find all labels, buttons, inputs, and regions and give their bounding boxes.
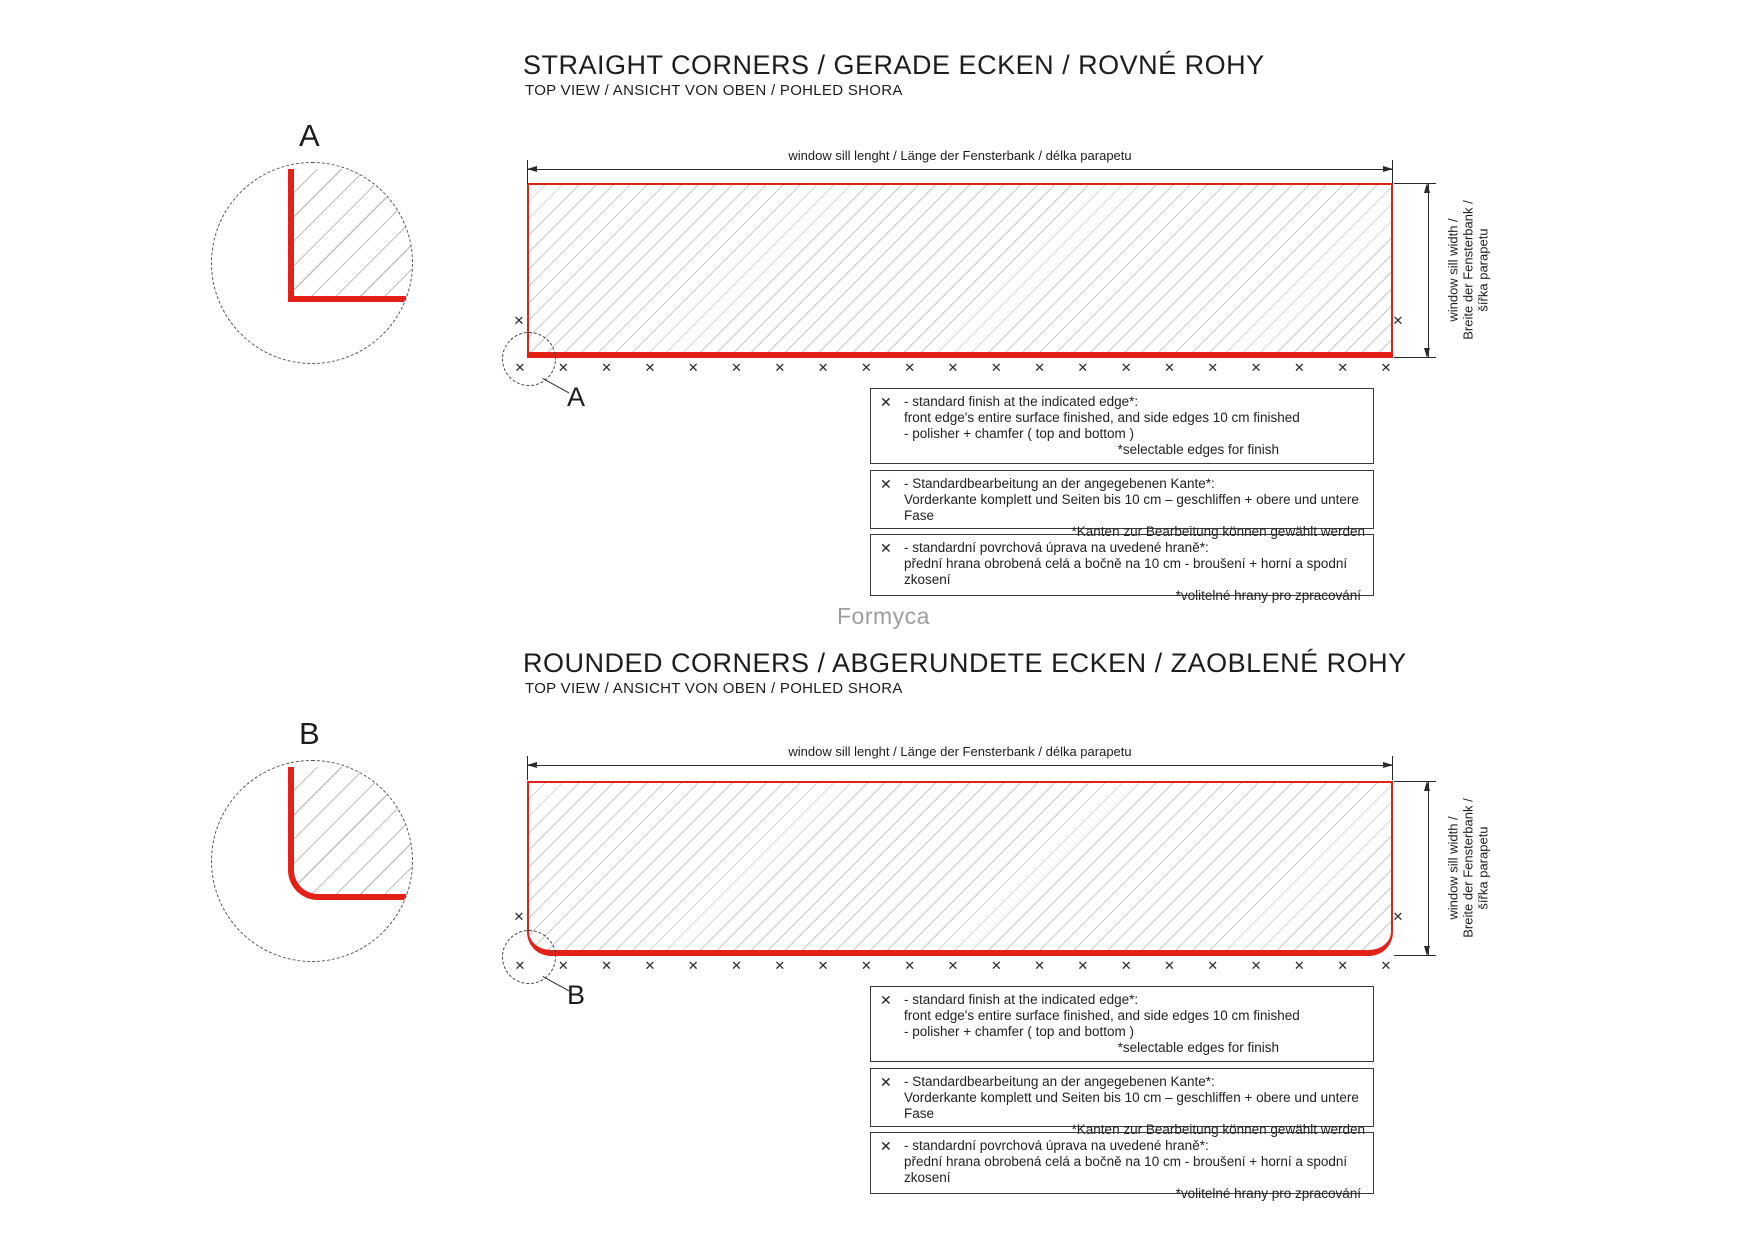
extension-line [1392,756,1393,780]
section-title: STRAIGHT CORNERS / GERADE ECKEN / ROVNÉ ROHY [523,50,1265,80]
legend-title: - standard finish at the indicated edge*: [904,394,1139,409]
edge-finish-mark: ✕ [601,360,613,375]
length-dimension-label: window sill lenght / Länge der Fensterbank / délka parapetu [788,744,1132,759]
window-sill-rect [527,183,1393,358]
section-rounded-corners [0,598,1754,1218]
edge-finish-mark: ✕ [947,958,959,973]
corner-detail-circle [211,760,413,962]
edge-finish-mark: ✕ [1250,360,1262,375]
legend-box-czech [870,1132,1374,1201]
section-subtitle: TOP VIEW / ANSICHT VON OBEN / POHLED SHORA [525,82,903,99]
edge-finish-mark: ✕ [1392,313,1404,328]
bottom-edge-marks-row [512,958,1394,974]
length-dimension-line [527,765,1393,766]
legend-footnote: *Kanten zur Bearbeitung können gewählt werden [1071,524,1365,539]
edge-finish-mark: ✕ [880,1138,892,1154]
edge-finish-mark: ✕ [1250,958,1262,973]
edge-finish-mark: ✕ [731,958,742,973]
window-sill-rect [527,781,1393,956]
edge-finish-mark: ✕ [644,958,656,973]
edge-finish-mark: ✕ [513,909,525,924]
edge-finish-mark: ✕ [947,360,959,375]
edge-finish-mark: ✕ [1120,360,1132,375]
edge-finish-mark: ✕ [1077,958,1089,973]
edge-finish-mark: ✕ [860,958,872,973]
extension-line [1394,781,1436,782]
legend-body-line: Vorderkante komplett und Seiten bis 10 cm – geschliffen + obere und untere Fase [904,492,1359,523]
edge-finish-mark: ✕ [1380,360,1392,375]
legend-title: - Standardbearbeitung an der angegebenen Kante*: [904,476,1215,491]
extension-line [1394,357,1436,358]
edge-finish-mark: ✕ [644,360,656,375]
legend-title: - standardní povrchová úprava na uvedené hraně*: [904,1138,1209,1153]
edge-finish-mark: ✕ [1207,958,1219,973]
width-label-line: window sill width / [1445,816,1461,920]
width-label-line: Breite der Fensterbank / [1460,200,1476,340]
edge-finish-mark: ✕ [990,958,1002,973]
callout-leader-line [543,378,570,393]
edge-finish-mark: ✕ [990,360,1002,375]
legend-title: - Standardbearbeitung an der angegebenen Kante*: [904,1074,1215,1089]
detail-label: A [299,118,320,153]
edge-finish-mark: ✕ [687,958,699,973]
edge-finish-mark: ✕ [1120,958,1132,973]
edge-finish-mark: ✕ [1164,360,1175,375]
length-dimension-line [527,169,1393,170]
legend-box-english [870,986,1374,1062]
legend-box-english [870,388,1374,464]
edge-finish-mark: ✕ [880,1074,892,1090]
edge-finish-mark: ✕ [817,958,829,973]
corner-detail-circle [211,162,413,364]
section-straight-corners [0,0,1754,620]
corner-detail-hatch [288,767,413,900]
legend-box-german [870,1068,1374,1137]
edge-finish-mark: ✕ [880,394,892,410]
extension-line [527,756,528,780]
width-dimension-line [1428,781,1429,956]
legend-body-line: front edge's entire surface finished, and side edges 10 cm finished [904,1008,1300,1023]
width-label-line: šířka parapetu [1475,826,1491,910]
legend-footnote: *Kanten zur Bearbeitung können gewählt werden [1071,1122,1365,1137]
legend-box-czech [870,534,1374,603]
edge-finish-mark: ✕ [880,476,892,492]
callout-leader-line [543,976,570,991]
width-label-line: šířka parapetu [1475,228,1491,312]
legend-title: - standard finish at the indicated edge*: [904,992,1139,1007]
length-dimension-label: window sill lenght / Länge der Fensterbank / délka parapetu [788,148,1132,163]
edge-finish-mark: ✕ [1077,360,1089,375]
detail-label: B [299,716,320,751]
legend-box-german [870,470,1374,539]
corner-callout-circle [502,332,556,386]
edge-finish-mark: ✕ [1207,360,1219,375]
bottom-edge-marks-row [512,360,1394,376]
edge-finish-mark: ✕ [1337,958,1349,973]
edge-finish-mark: ✕ [904,958,916,973]
dimension-arrow-left-icon [527,762,537,768]
corner-callout-label: A [567,382,586,412]
legend-body-line: Vorderkante komplett und Seiten bis 10 cm – geschliffen + obere und untere Fase [904,1090,1359,1121]
edge-finish-mark: ✕ [601,958,613,973]
dimension-arrow-left-icon [527,166,537,172]
edge-finish-mark: ✕ [1164,958,1175,973]
edge-finish-mark: ✕ [880,540,892,556]
edge-finish-mark: ✕ [817,360,829,375]
edge-finish-mark: ✕ [1380,958,1392,973]
edge-finish-mark: ✕ [557,958,569,973]
edge-finish-mark: ✕ [880,992,892,1008]
dimension-arrow-up-icon [1424,781,1430,791]
legend-body-line: - polisher + chamfer ( top and bottom ) [904,426,1134,441]
watermark-logo: Formyca [837,603,930,629]
width-dimension-line [1428,183,1429,358]
width-label-line: Breite der Fensterbank / [1460,798,1476,938]
legend-footnote: *volitelné hrany pro zpracování [1175,1186,1361,1201]
edge-finish-mark: ✕ [774,360,786,375]
extension-line [1392,160,1393,184]
legend-footnote: *selectable edges for finish [1117,1040,1279,1055]
edge-finish-mark: ✕ [731,360,742,375]
legend-body-line: přední hrana obrobená celá a bočně na 10 cm - broušení + horní a spodní zkosení [904,1154,1348,1185]
edge-finish-mark: ✕ [1293,958,1305,973]
corner-detail-hatch [288,169,413,302]
edge-finish-mark: ✕ [1034,360,1046,375]
edge-finish-mark: ✕ [557,360,569,375]
edge-finish-mark: ✕ [513,313,525,328]
edge-finish-mark: ✕ [860,360,872,375]
edge-finish-mark: ✕ [1293,360,1305,375]
legend-footnote: *selectable edges for finish [1117,442,1279,457]
corner-callout-circle [502,930,556,984]
edge-finish-mark: ✕ [904,360,916,375]
width-label-line: window sill width / [1445,218,1461,322]
edge-finish-mark: ✕ [687,360,699,375]
legend-footnote: *volitelné hrany pro zpracování [1175,588,1361,603]
dimension-arrow-up-icon [1424,183,1430,193]
edge-finish-mark: ✕ [1034,958,1046,973]
extension-line [1394,183,1436,184]
legend-body-line: přední hrana obrobená celá a bočně na 10 cm - broušení + horní a spodní zkosení [904,556,1348,587]
edge-finish-mark: ✕ [514,360,526,375]
legend-title: - standardní povrchová úprava na uvedené hraně*: [904,540,1209,555]
edge-finish-mark: ✕ [514,958,526,973]
extension-line [527,160,528,184]
extension-line [1394,955,1436,956]
section-subtitle: TOP VIEW / ANSICHT VON OBEN / POHLED SHORA [525,680,903,697]
legend-body-line: front edge's entire surface finished, and side edges 10 cm finished [904,410,1300,425]
width-dimension-label [1446,798,1491,937]
legend-body-line: - polisher + chamfer ( top and bottom ) [904,1024,1134,1039]
edge-finish-mark: ✕ [1337,360,1349,375]
edge-finish-mark: ✕ [1392,909,1404,924]
edge-finish-mark: ✕ [774,958,786,973]
width-dimension-label [1446,200,1491,339]
corner-callout-label: B [567,980,586,1010]
section-title: ROUNDED CORNERS / ABGERUNDETE ECKEN / ZAOBLENÉ ROHY [523,648,1407,678]
